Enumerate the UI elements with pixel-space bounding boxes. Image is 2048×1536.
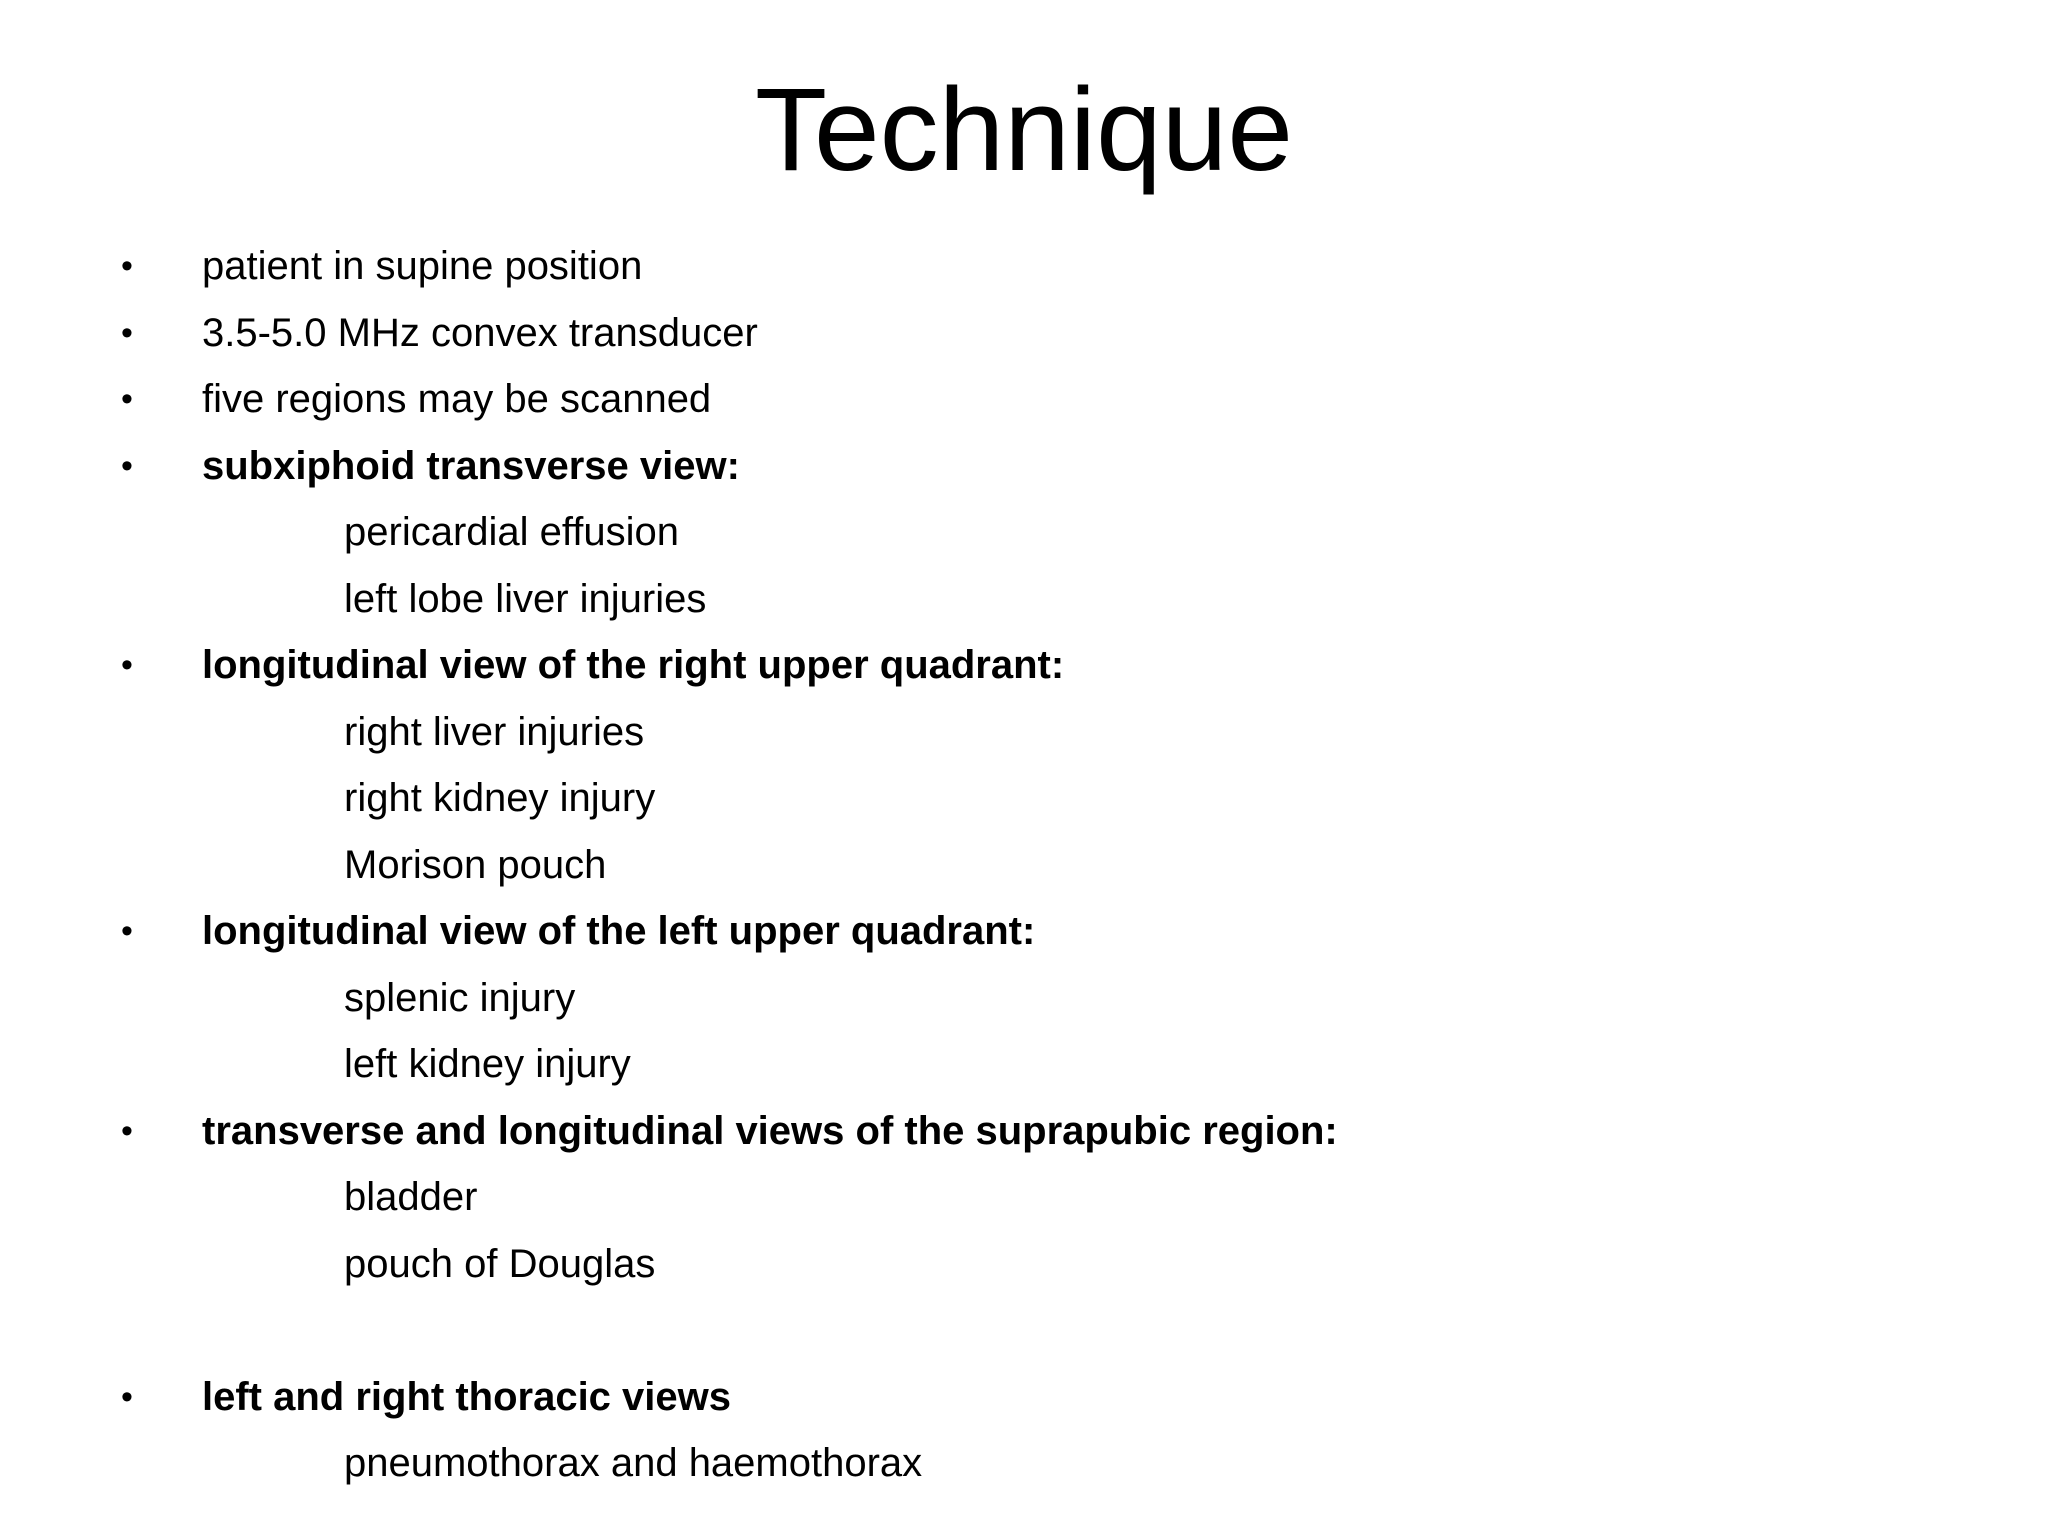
- list-heading-text: longitudinal view of the right upper quadrant:: [202, 643, 1065, 687]
- list-heading: [0, 898, 2048, 965]
- list-item: [0, 300, 2048, 367]
- sub-item-text: splenic injury: [344, 975, 576, 1020]
- sub-item-text: left kidney injury: [344, 1042, 631, 1086]
- list-item: [0, 233, 2048, 300]
- sub-item-text: pneumothorax and haemothorax: [344, 1441, 923, 1485]
- sub-item: [0, 1164, 2048, 1231]
- sub-item: [0, 765, 2048, 832]
- sub-item: [0, 965, 2048, 1032]
- list-heading-text: longitudinal view of the left upper quadrant:: [202, 909, 1036, 953]
- bullet-icon: •: [121, 380, 133, 418]
- list-item-text: 3.5-5.0 MHz convex transducer: [202, 310, 758, 355]
- sub-item: [0, 699, 2048, 766]
- sub-item-text: pouch of Douglas: [344, 1241, 656, 1286]
- sub-item-text: left lobe liver injuries: [344, 576, 707, 621]
- list-heading: [0, 1364, 2048, 1431]
- sub-item-text: pericardial effusion: [344, 510, 680, 554]
- bullet-icon: •: [121, 1377, 133, 1416]
- sub-item: [0, 566, 2048, 633]
- bullet-icon: •: [121, 446, 133, 485]
- sub-item: [0, 1231, 2048, 1298]
- bullet-icon: •: [121, 1111, 133, 1150]
- sub-item-text: right liver injuries: [344, 709, 645, 754]
- list-heading-text: transverse and longitudinal views of the suprapubic region:: [202, 1108, 1338, 1153]
- bullet-icon: •: [121, 912, 133, 950]
- bullet-icon: •: [121, 646, 133, 684]
- list-heading: [0, 433, 2048, 500]
- sub-item-text: Morison pouch: [344, 842, 607, 887]
- list-heading-text: left and right thoracic views: [202, 1374, 732, 1419]
- sub-item: [0, 1031, 2048, 1098]
- sub-item-text: bladder: [344, 1175, 478, 1219]
- list-heading: [0, 1098, 2048, 1165]
- list-heading-text: subxiphoid transverse view:: [202, 443, 740, 488]
- sub-item: [0, 499, 2048, 566]
- sub-item: [0, 832, 2048, 899]
- sub-item-text: right kidney injury: [344, 776, 656, 820]
- list-item: [0, 366, 2048, 433]
- bullet-icon: •: [121, 247, 133, 285]
- list-item-text: patient in supine position: [202, 244, 643, 288]
- slide-title: Technique: [755, 64, 1293, 196]
- sub-item: [0, 1430, 2048, 1497]
- list-heading: [0, 632, 2048, 699]
- bullet-list: [0, 233, 2048, 1497]
- list-item-text: five regions may be scanned: [202, 377, 712, 421]
- bullet-icon: •: [121, 313, 133, 352]
- spacer: [0, 1297, 2048, 1364]
